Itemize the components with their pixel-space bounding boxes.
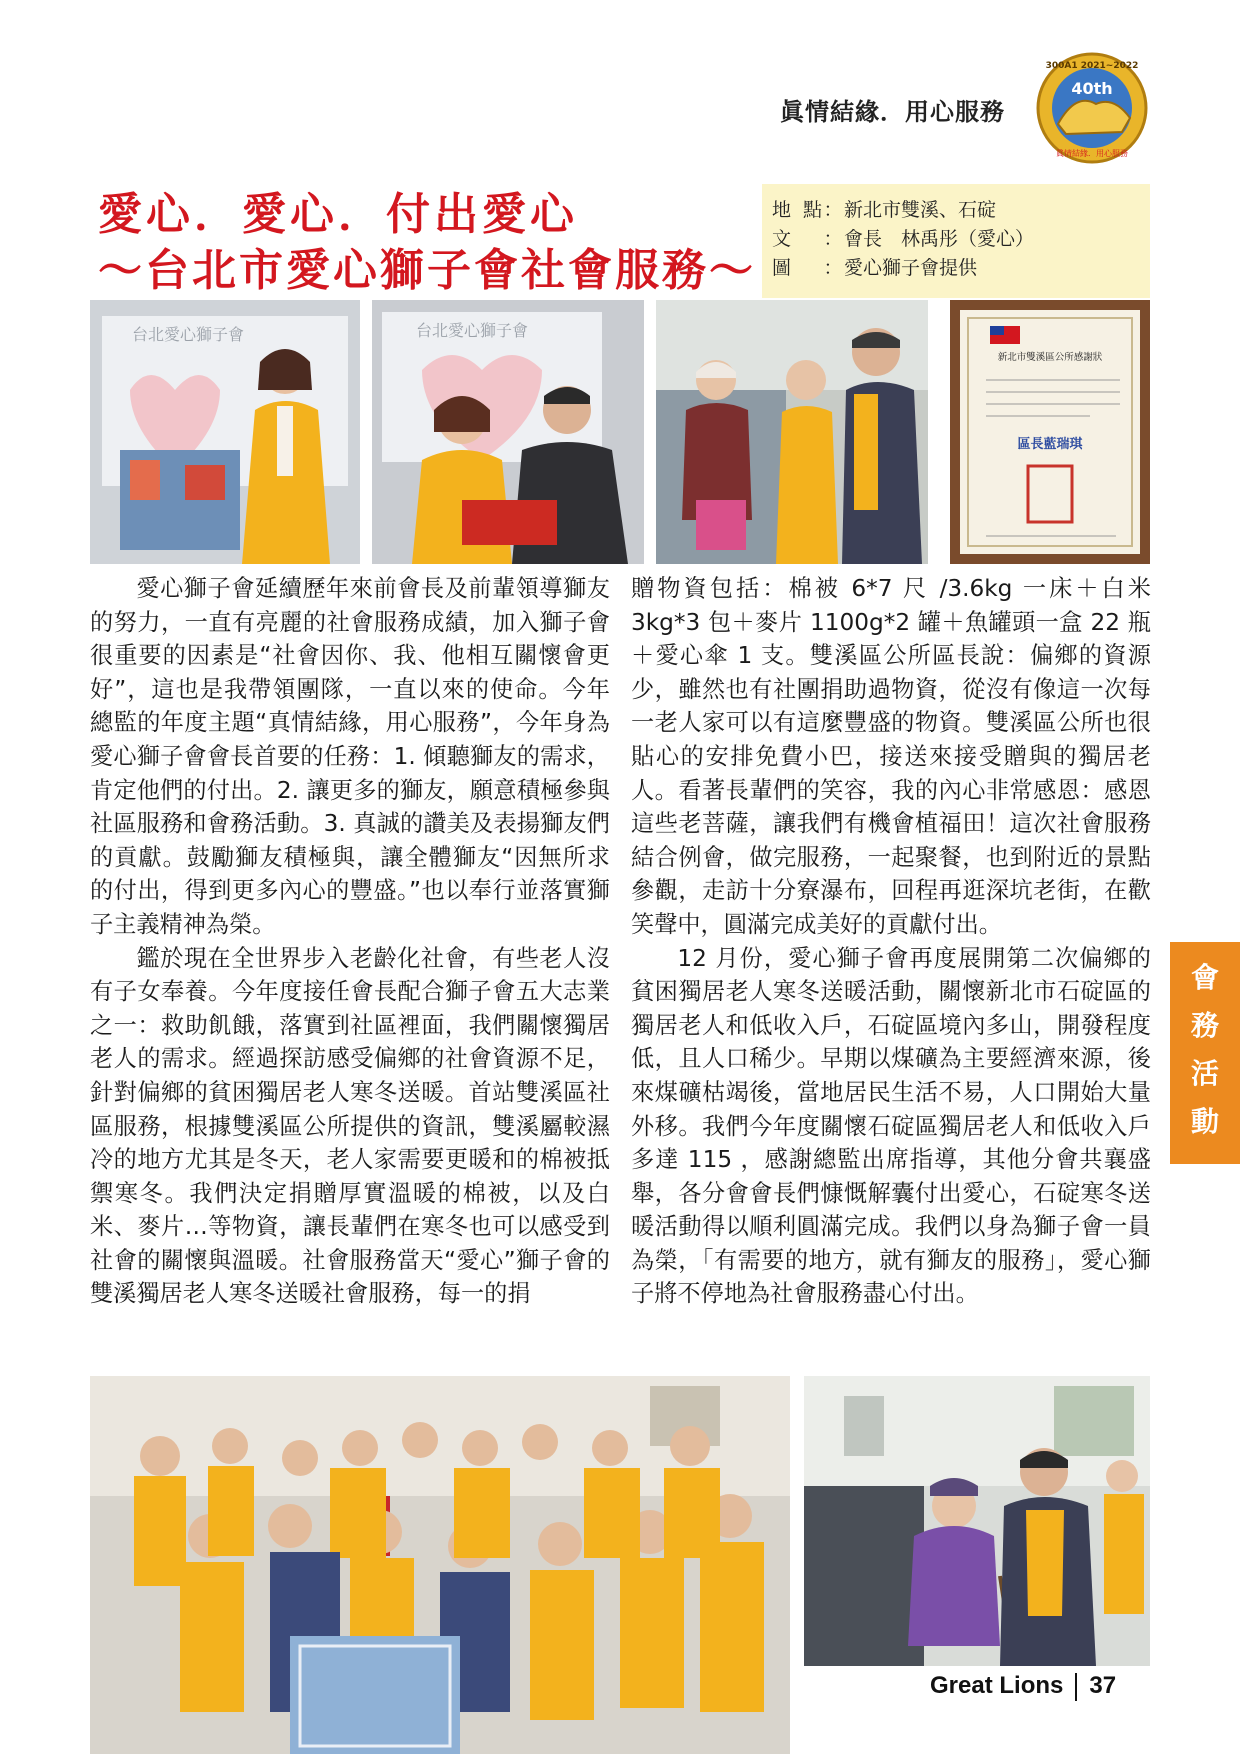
photo-elder-receiving-goods xyxy=(656,300,928,564)
page-footer xyxy=(930,1672,1116,1701)
side-tab-char: 會 xyxy=(1190,961,1219,994)
article-paragraph-4: 12 月份，愛心獅子會再度展開第二次偏鄉的貧困獨居老人寒冬送暖活動，關懷新北市石碇區的獨居老人和低收入戶，石碇區境內多山，開發程度低，且人口稀少。早期以煤礦為主要經濟來源，後來煤礦枯竭後，當地居民生活不易，人口開始大量外移。我們今年度關懷石碇區獨居老人和低收入戶多達 115 ，感謝總監出席指導，其他分會共襄盛舉，各分會會長們慷慨解囊付出愛心，石碇寒冬送暖活動得以順利圓滿完成。我們以身為獅子會一員為榮，「有需要的地方，就有獅友的服務」，愛心獅子將不停地為社會服務盡心付出。 xyxy=(631,944,1151,1308)
article-paragraph-2: 鑑於現在全世界步入老齡化社會，有些老人沒有子女奉養。今年度接任會長配合獅子會五大志業之一：救助飢餓，落實到社區裡面，我們關懷獨居老人的需求。經過探訪感受偏鄉的社會資源不足，針對偏鄉的貧困獨居老人寒冬送暖。首站雙溪區社區服務，根據雙溪區公所提供的資訊，雙溪屬較濕冷的地方尤其是冬天，老人家需要更暖和的棉被抵禦寒冬。我們決定捐贈厚實溫暖的棉被，以及白米、麥片…等物資，讓長輩們在寒冬也可以感受到社會的關懷與溫暖。社會服務當天“愛心”獅子會的雙溪獨居老人寒冬送暖社會服務，每一的捐 xyxy=(90,944,610,1308)
page-number: 37 xyxy=(1089,1672,1117,1699)
side-tab-char: 動 xyxy=(1190,1105,1219,1138)
magazine-name: Great Lions xyxy=(930,1672,1064,1699)
article-column-right xyxy=(631,572,1151,1311)
side-tab-char: 活 xyxy=(1190,1057,1219,1090)
photo-elder-with-lion-member xyxy=(804,1376,1150,1666)
side-tab-char: 務 xyxy=(1190,1009,1219,1042)
footer-divider xyxy=(1075,1673,1077,1701)
section-tab-club-activities xyxy=(1170,942,1240,1164)
header-slogan: 眞情結緣．用心服務 xyxy=(780,98,1005,126)
banner-text: 台北愛心獅子會 xyxy=(415,321,529,340)
article-info-box xyxy=(762,184,1150,298)
info-author: 文 ：會長 林禹彤（愛心） xyxy=(772,228,1035,250)
article-title-line1: 愛心．愛心．付出愛心 xyxy=(98,189,578,240)
banner-text: 台北愛心獅子會 xyxy=(131,325,245,344)
certificate-signature: 區長藍瑞琪 xyxy=(1017,437,1083,452)
photo-group-members xyxy=(90,1376,790,1754)
info-photo-credit: 圖 ：愛心獅子會提供 xyxy=(772,257,978,279)
article-paragraph-3: 贈物資包括：棉被 6*7 尺 /3.6kg 一床＋白米 3kg*3 包＋麥片 1100g*2 罐＋魚罐頭一盒 22 瓶＋愛心傘 1 支。雙溪區公所區長說：偏鄉的資源少，雖然也有社團捐助過物資，從沒有像這一次每一老人家可以有這麼豐盛的物資。雙溪區公所也很貼心的安排免費小巴，接送來接受贈與的獨居老人。看著長輩們的笑容，我的內心非常感恩：感恩這些老菩薩，讓我們有機會植福田！這次社會服務結合例會，做完服務，一起聚餐，也到附近的景點參觀，走訪十分寮瀑布，回程再逛深坑老街，在歡笑聲中，圓滿完成美好的貢獻付出。 xyxy=(631,575,1151,938)
anniversary-badge-logo xyxy=(1036,52,1148,164)
photo-appreciation-certificate xyxy=(950,300,1150,564)
photo-gift-handover xyxy=(372,300,644,564)
info-location: 地點：新北市雙溪、石碇 xyxy=(772,199,997,221)
badge-top-text: 300A1 2021~2022 xyxy=(1045,61,1139,71)
article-column-left xyxy=(90,572,610,1311)
certificate-heading: 新北市雙溪區公所感謝狀 xyxy=(997,352,1103,363)
photo-president-with-donations xyxy=(90,300,360,564)
badge-anniversary-text: 40th xyxy=(1071,79,1113,98)
badge-bottom-text: 眞情結緣．用心服務 xyxy=(1056,149,1128,158)
article-paragraph-1: 愛心獅子會延續歷年來前會長及前輩領導獅友的努力，一直有亮麗的社會服務成績，加入獅子會很重要的因素是“社會因你、我、他相互關懷會更好”，這也是我帶領團隊，一直以來的使命。今年總監的年度主題“真情結緣，用心服務”，今年身為愛心獅子會會長首要的任務：1. 傾聽獅友的需求，肯定他們的付出。2. 讓更多的獅友，願意積極參與社區服務和會務活動。3. 真誠的讚美及表揚獅友們的貢獻。鼓勵獅友積極與，讓全體獅友“因無所求的付出，得到更多內心的豐盛。”也以奉行並落實獅子主義精神為榮。 xyxy=(90,575,610,938)
article-title-line2: ～台北市愛心獅子會社會服務～ xyxy=(98,245,756,296)
